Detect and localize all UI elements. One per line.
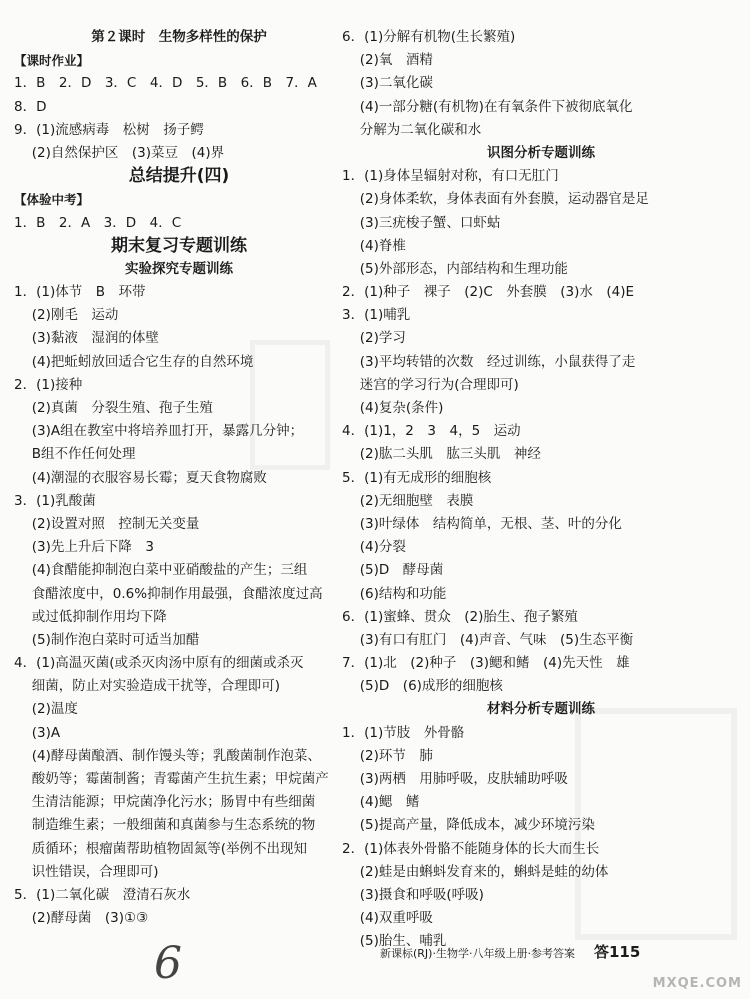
section-tag: 【体验中考】 — [14, 192, 90, 208]
answer-line: (5)胎生、哺乳 — [342, 933, 447, 950]
answer-line: 4．(1)高温灭菌(或杀灭肉汤中原有的细菌或杀灭 — [14, 655, 304, 672]
answer-line: (5)制作泡白菜时可适当加醋 — [14, 631, 200, 648]
answer-line: 1．(1)身体呈辐射对称，有口无肛门 — [342, 168, 559, 185]
answer-line: 2．(1)接种 — [14, 376, 83, 393]
handwritten-mark: 6 — [154, 938, 182, 989]
answer-line: 8．D — [14, 98, 47, 115]
answer-line: 6．(1)分解有机物(生长繁殖) — [342, 29, 516, 45]
answer-line: 食醋浓度中，0.6%抑制作用最强，食醋浓度过高 — [14, 585, 323, 602]
page-number: 答115 — [594, 943, 641, 961]
answer-line: (2)蛙是由蝌蚪发育来的，蝌蚪是蛙的幼体 — [342, 863, 609, 880]
answer-line: 迷宫的学习行为(合理即可) — [342, 376, 519, 393]
answer-line: 分解为二氧化碳和水 — [342, 121, 482, 138]
answer-line: 2．(1)种子 裸子 (2)C 外套膜 (3)水 (4)E — [342, 284, 635, 301]
answer-line: (3)平均转错的次数 经过训练，小鼠获得了走 — [342, 353, 636, 370]
answer-line: 或过低抑制作用均下降 — [14, 608, 167, 625]
answer-line: 7．(1)北 (2)种子 (3)鳃和鳍 (4)先天性 雄 — [342, 655, 630, 672]
answer-line: 9．(1)流感病毒 松树 扬子鳄 — [14, 121, 204, 138]
answer-line: 2．(1)体表外骨骼不能随身体的长大而生长 — [342, 840, 600, 857]
answer-line: (2)学习 — [342, 330, 406, 347]
answer-line: 3．(1)乳酸菌 — [14, 492, 96, 509]
answer-line: (2)环节 肺 — [342, 747, 433, 764]
answer-line: (4)脊椎 — [342, 237, 406, 254]
answer-line: 1．(1)节肢 外骨骼 — [342, 724, 465, 741]
answer-line: (3)叶绿体 结构简单，无根、茎、叶的分化 — [342, 515, 622, 532]
answer-line: 细菌，防止对实验造成干扰等，合理即可) — [14, 678, 281, 695]
answer-line: 1．B 2．A 3．D 4．C — [14, 214, 182, 231]
section-title: 总结提升(四) — [128, 166, 230, 187]
answer-line: 识性错误，合理即可) — [14, 863, 159, 880]
answer-line: (5)提高产量，降低成本，减少环境污染 — [342, 817, 595, 834]
answer-line: (3)摄食和呼吸(呼吸) — [342, 886, 484, 903]
subsection-title: 实验探究专题训练 — [125, 260, 233, 277]
lesson-title: 第２课时 生物多样性的保护 — [91, 29, 267, 45]
answer-line: (2)设置对照 控制无关变量 — [14, 515, 200, 532]
answer-line: B组不作任何处理 — [14, 446, 136, 463]
answer-line: (4)酵母菌酿酒、制作馒头等；乳酸菌制作泡菜、 — [14, 747, 321, 764]
answer-line: 质循环；根瘤菌帮助植物固氮等(举例不出现知 — [14, 840, 308, 857]
answer-line: (2)肱二头肌 肱三头肌 神经 — [342, 446, 541, 463]
footer-text: 新课标(RJ)·生物学·八年级上册·参考答案 — [380, 947, 575, 960]
answer-line: (4)分裂 — [342, 539, 406, 556]
answer-line: 4．(1)1，2 3 4，5 运动 — [342, 423, 521, 440]
answer-line: (4)潮湿的衣服容易长霉；夏天食物腐败 — [14, 469, 267, 486]
answer-line: 1．(1)体节 B 环带 — [14, 284, 146, 301]
answer-line: (3)黏液 湿润的体壁 — [14, 330, 159, 347]
answer-line: (4)把蚯蚓放回适合它生存的自然环境 — [14, 353, 254, 370]
answer-line: (2)无细胞壁 表膜 — [342, 492, 474, 509]
answer-line: (3)先上升后下降 3 — [14, 539, 155, 556]
answer-line: 5．(1)二氧化碳 澄清石灰水 — [14, 886, 191, 903]
answer-line: (3)二氧化碳 — [342, 75, 433, 92]
answer-line: (4)双重呼吸 — [342, 910, 433, 927]
answer-line: (2)酵母菌 (3)①③ — [14, 910, 149, 927]
watermark: MXQE.COM — [652, 976, 742, 991]
answer-line: (2)真菌 分裂生殖、孢子生殖 — [14, 400, 213, 416]
answer-line: (5)D 酵母菌 — [342, 562, 444, 579]
answer-line: (4)鳃 鳍 — [342, 794, 420, 811]
answer-line: 制造维生素；一般细菌和真菌参与生态系统的物 — [14, 817, 316, 834]
section-tag: 【课时作业】 — [14, 53, 90, 69]
subsection-title: 识图分析专题训练 — [487, 144, 595, 161]
right-column — [342, 26, 740, 954]
answer-line: (3)A组在教室中将培养皿打开，暴露几分钟； — [14, 423, 304, 440]
answer-line: (2)温度 — [14, 701, 78, 718]
answer-line: (3)两栖 用肺呼吸，皮肤辅助呼吸 — [342, 771, 568, 787]
answer-line: (3)三疣梭子蟹、口虾蛄 — [342, 214, 501, 231]
answer-line: (2)自然保护区 (3)菜豆 (4)界 — [14, 144, 225, 161]
answer-line: 5．(1)有无成形的细胞核 — [342, 469, 492, 486]
answer-line: (5)D (6)成形的细胞核 — [342, 678, 503, 695]
answer-line: (2)刚毛 运动 — [14, 307, 119, 324]
answer-line: 3．(1)哺乳 — [342, 307, 411, 324]
answer-line: (5)外部形态，内部结构和生理功能 — [342, 260, 568, 277]
answer-line: (4)一部分糖(有机物)在有氧条件下被彻底氧化 — [342, 98, 633, 115]
answer-line: (4)复杂(条件) — [342, 400, 444, 416]
subsection-title: 材料分析专题训练 — [487, 701, 595, 718]
answer-line: (3)有口有肛门 (4)声音、气味 (5)生态平衡 — [342, 631, 634, 648]
section-title: 期末复习专题训练 — [111, 235, 247, 256]
answer-line: 1．B 2．D 3．C 4．D 5．B 6．B 7．A — [14, 75, 317, 92]
answer-line: (3)A — [14, 724, 61, 741]
answer-line: 酸奶等；霉菌制酱；青霉菌产生抗生素；甲烷菌产 — [14, 771, 329, 787]
answer-line: (2)氧 酒精 — [342, 52, 433, 69]
answer-line: 6．(1)蜜蜂、贯众 (2)胎生、孢子繁殖 — [342, 608, 578, 625]
answer-line: (6)结构和功能 — [342, 585, 447, 602]
answer-line: 生清洁能源；甲烷菌净化污水；肠胃中有些细菌 — [14, 794, 316, 811]
answer-line: (4)食醋能抑制泡白菜中亚硝酸盐的产生；三组 — [14, 562, 308, 579]
left-column — [14, 26, 344, 930]
answer-line: (2)身体柔软，身体表面有外套膜，运动器官是足 — [342, 191, 649, 208]
